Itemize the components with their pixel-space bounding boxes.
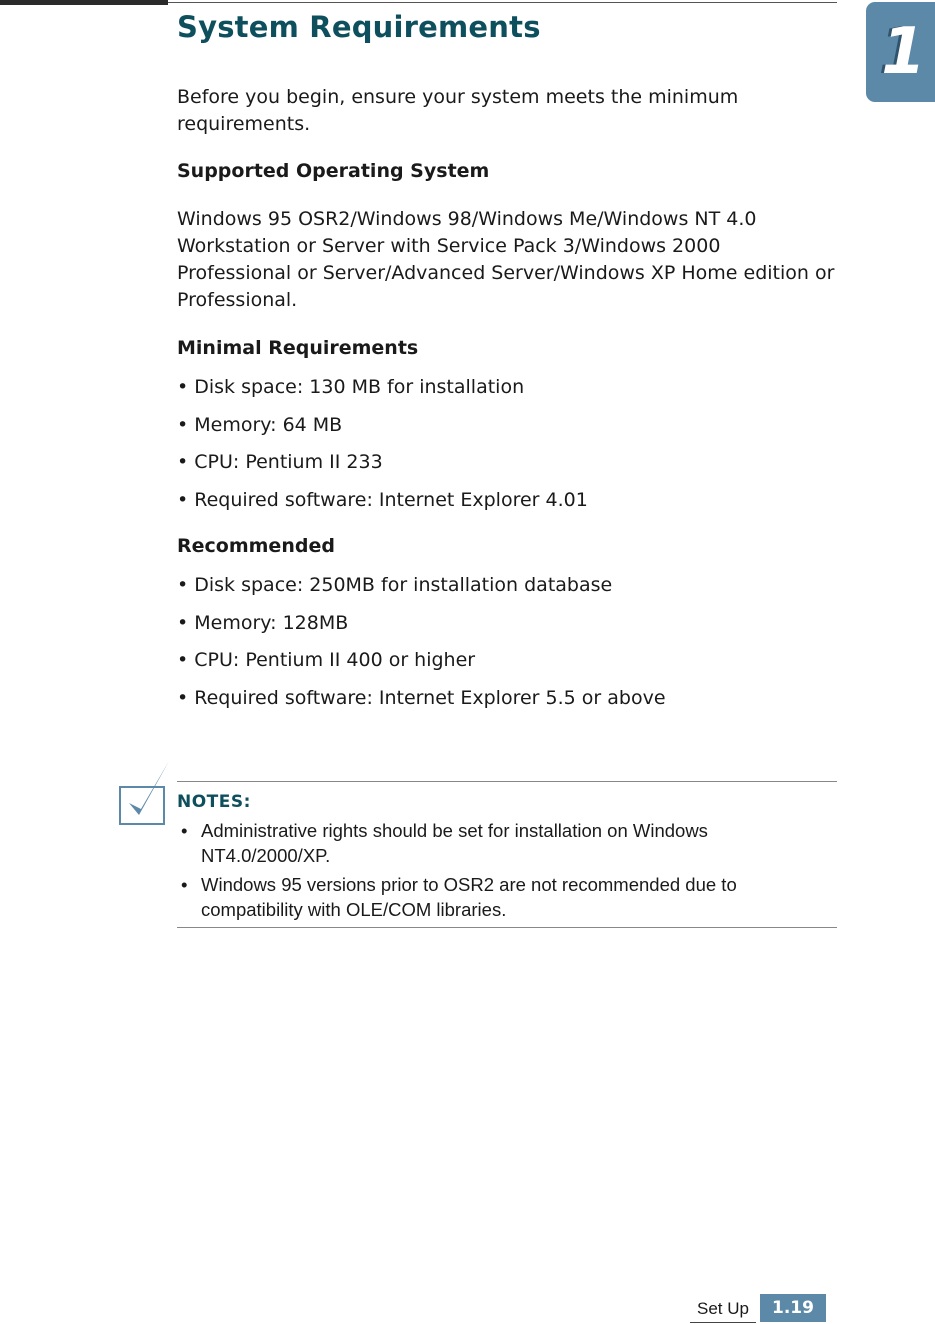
note-item: • Windows 95 versions prior to OSR2 are not recommended due to compatibility with OLE/COM libraries. bbox=[177, 872, 827, 922]
list-item: • CPU: Pentium II 233 bbox=[177, 451, 383, 473]
top-bar bbox=[0, 0, 168, 5]
chapter-tab bbox=[866, 2, 935, 102]
minimal-list bbox=[177, 374, 588, 524]
os-heading: Supported Operating System bbox=[177, 160, 490, 182]
minimal-heading: Minimal Requirements bbox=[177, 337, 419, 359]
page-number-badge: 1.19 bbox=[760, 1294, 826, 1322]
os-text: Windows 95 OSR2/Windows 98/Windows Me/Windows NT 4.0 Workstation or Server with Service Pack 3/Windows 2000 Professional or Server/Advanced Server/Windows XP Home edition or Professional. bbox=[177, 208, 835, 311]
recommended-list bbox=[177, 572, 666, 722]
list-item: • Required software: Internet Explorer 5.5 or above bbox=[177, 686, 666, 709]
page-title: System Requirements bbox=[177, 10, 541, 44]
note-item: • Administrative rights should be set for installation on Windows NT4.0/2000/XP. bbox=[177, 818, 827, 868]
checkmark-icon bbox=[117, 757, 173, 827]
list-item: • Memory: 64 MB bbox=[177, 413, 343, 436]
notes-label: NOTES: bbox=[177, 792, 251, 812]
list-item: • Memory: 128MB bbox=[177, 611, 349, 634]
notes-list bbox=[177, 818, 827, 926]
recommended-heading: Recommended bbox=[177, 535, 335, 557]
top-rule bbox=[168, 2, 837, 3]
notes-top-rule bbox=[177, 781, 837, 782]
list-item: • CPU: Pentium II 400 or higher bbox=[177, 649, 476, 671]
chapter-number: 1 bbox=[881, 15, 926, 89]
list-item: • Disk space: 250MB for installation database bbox=[177, 574, 613, 596]
notes-bottom-rule bbox=[177, 927, 837, 928]
list-item: • Disk space: 130 MB for installation bbox=[177, 376, 525, 398]
intro-text: Before you begin, ensure your system meets the minimum requirements. bbox=[177, 86, 739, 135]
footer-section-name: Set Up bbox=[690, 1296, 756, 1323]
list-item: • Required software: Internet Explorer 4.01 bbox=[177, 488, 588, 511]
